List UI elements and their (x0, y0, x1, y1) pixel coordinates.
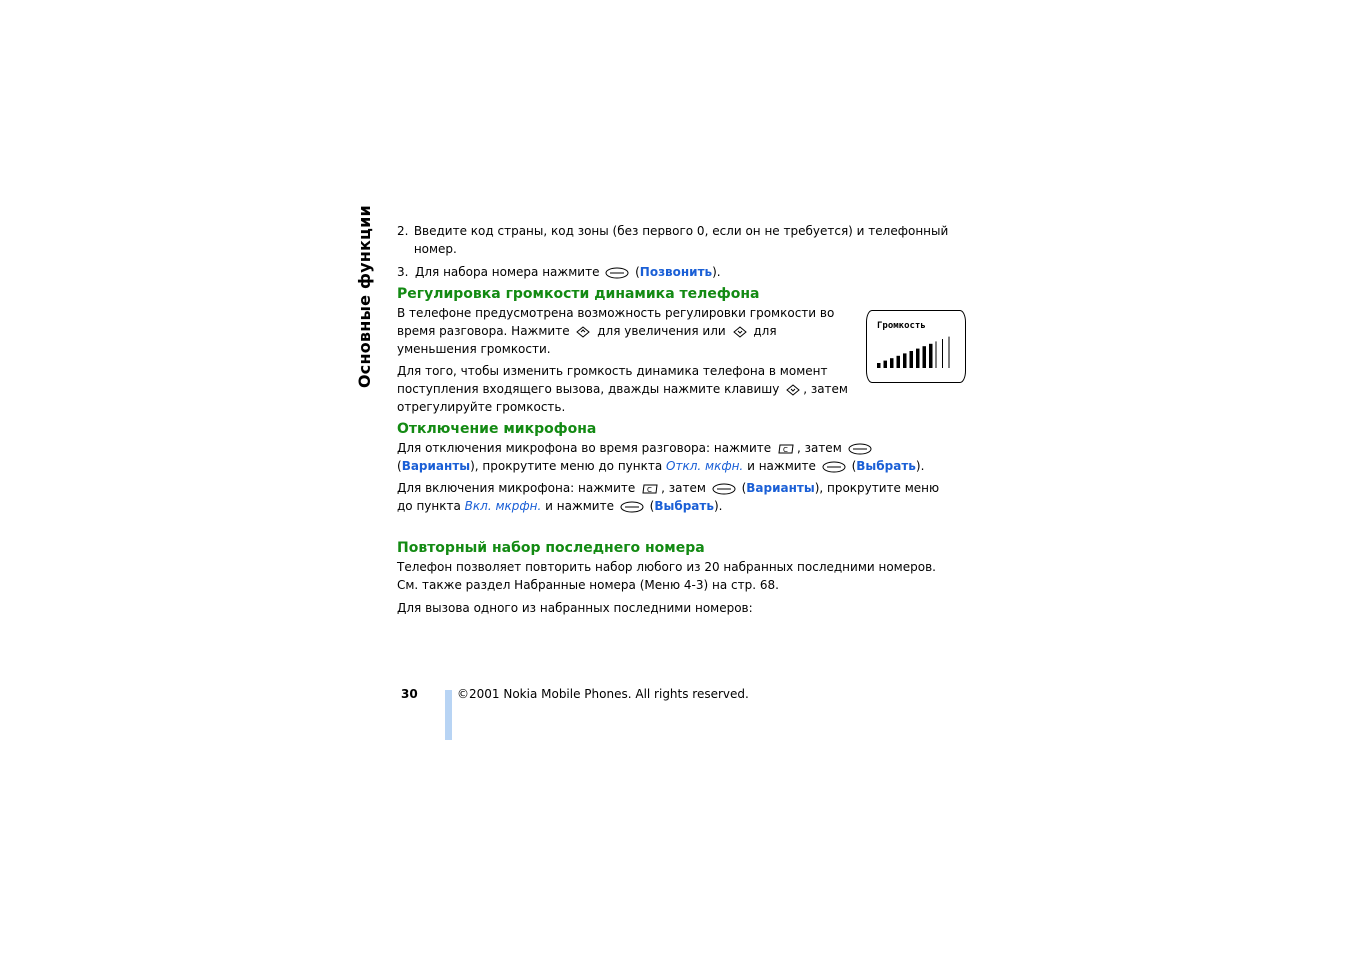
selection-key-icon (712, 483, 736, 495)
volume-bar (890, 358, 894, 368)
page-content (397, 222, 957, 615)
selection-key-icon (822, 461, 846, 473)
redial-paragraph-2: Для вызова одного из набранных последними номеров: (397, 601, 753, 615)
options-softkey-label: Варианты (746, 481, 815, 495)
step-text: Введите код страны, код зоны (без первого 0, если он не требуется) и телефонный номер. (413, 224, 949, 256)
volume-bar (897, 356, 901, 368)
volume-bar (942, 339, 943, 368)
call-softkey-label: Позвонить (639, 265, 713, 279)
step-number: 2. (397, 224, 409, 238)
step-3: 3. Для набора номера нажмите (Позвонить). (397, 265, 721, 279)
step-text: Для набора номера нажмите (415, 265, 600, 279)
volume-bar (916, 349, 920, 368)
section-side-title: Основные функции (355, 205, 374, 388)
clear-key-icon (641, 483, 659, 495)
select-softkey-label: Выбрать (856, 459, 916, 473)
footer-accent-bar (445, 690, 452, 740)
step-2 (397, 222, 957, 258)
volume-paragraph-2: Для того, чтобы изменить громкость динамика телефона в момент поступления входящего вызова, дважды нажмите клавишу , затем отрегулируйте громкость. (397, 364, 848, 414)
volume-heading: Регулировка громкости динамика телефона (397, 286, 760, 302)
volume-down-key-icon (732, 326, 748, 338)
volume-bar (903, 353, 907, 368)
volume-down-key-icon (785, 384, 801, 396)
copyright-notice: ©2001 Nokia Mobile Phones. All rights reserved. (457, 687, 749, 701)
mute-paragraph-1: Для отключения микрофона во время разговора: нажмите C , затем (Варианты), прокрутите меню до пункта Откл. мкфн. и нажмите (Выбрать). (397, 441, 925, 473)
options-softkey-label: Варианты (401, 459, 471, 473)
display-title: Громкость (877, 321, 926, 331)
redial-paragraph-1: Телефон позволяет повторить набор любого из 20 набранных последними номеров. См. также раздел Набранные номера (Меню 4-3) на стр. 68. (397, 560, 936, 592)
volume-bar (910, 351, 914, 368)
unmute-menu-item: Вкл. мкрфн. (464, 499, 542, 513)
selection-key-icon (605, 267, 629, 279)
mute-menu-item: Откл. мкфн. (666, 459, 744, 473)
volume-bar (923, 346, 927, 368)
mute-paragraph-2: Для включения микрофона: нажмите C , затем (Варианты), прокрутите меню до пункта Вкл. мкрфн. и нажмите (Выбрать). (397, 481, 940, 513)
redial-section (397, 538, 957, 622)
volume-bar (949, 337, 950, 368)
step-number: 3. (397, 265, 409, 279)
svg-text:C: C (782, 445, 788, 454)
mute-section (397, 419, 957, 519)
volume-bar (936, 341, 937, 368)
volume-bar (884, 361, 888, 368)
redial-heading: Повторный набор последнего номера (397, 540, 705, 556)
selection-key-icon (848, 443, 872, 455)
volume-bar (877, 363, 881, 368)
volume-up-key-icon (575, 326, 591, 338)
phone-display-volume (866, 310, 966, 383)
mute-heading: Отключение микрофона (397, 421, 597, 437)
select-softkey-label: Выбрать (654, 499, 714, 513)
selection-key-icon (620, 501, 644, 513)
page-number: 30 (401, 687, 418, 701)
volume-paragraph-1: В телефоне предусмотрена возможность регулировки громкости во время разговора. Нажмите для увеличения или для уменьшения громкости. (397, 306, 835, 356)
clear-key-icon (777, 443, 795, 455)
volume-bars (867, 311, 965, 382)
svg-text:C: C (647, 485, 652, 494)
volume-bar (929, 344, 933, 368)
